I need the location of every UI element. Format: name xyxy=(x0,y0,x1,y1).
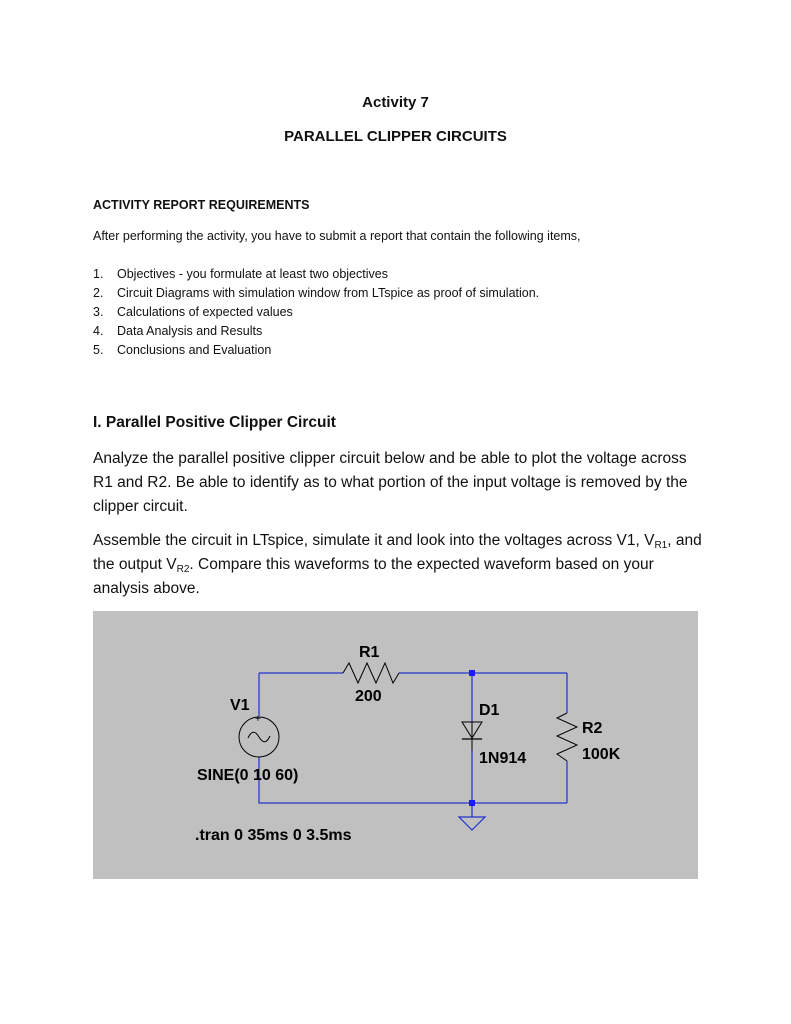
spice-directive: .tran 0 35ms 0 3.5ms xyxy=(195,827,352,844)
subscript-r2: R2 xyxy=(176,564,190,575)
section-paragraph-1: Analyze the parallel positive clipper circuit below and be able to plot the voltage across R1 and R2. Be able to identify as to what portion of the input voltage is removed by the clipper circuit. xyxy=(93,450,688,515)
activity-title: PARALLEL CLIPPER CIRCUITS xyxy=(284,128,507,145)
d1-value-label: 1N914 xyxy=(479,750,527,767)
list-number: 3. xyxy=(93,305,104,319)
list-item xyxy=(93,266,539,285)
section-heading: I. Parallel Positive Clipper Circuit xyxy=(93,414,336,431)
list-text: Conclusions and Evaluation xyxy=(117,343,272,357)
r2-value-label: 100K xyxy=(582,746,621,763)
junction-dot-top xyxy=(469,670,475,676)
section-paragraph-2 xyxy=(93,529,703,601)
circuit-schematic xyxy=(93,611,698,879)
schematic-canvas xyxy=(93,611,698,879)
activity-number: Activity 7 xyxy=(362,94,429,111)
svg-text:+: + xyxy=(255,714,261,725)
subscript-r1: R1 xyxy=(654,540,668,551)
para2-text-3: . Compare this waveforms to the expected waveform based on your analysis above. xyxy=(93,556,654,597)
r2-name-label: R2 xyxy=(582,720,603,737)
d1-diode xyxy=(462,721,482,751)
requirements-intro: After performing the activity, you have to submit a report that contain the following items, xyxy=(93,229,581,243)
list-item xyxy=(93,304,539,323)
list-number: 4. xyxy=(93,324,104,338)
v1-value-label: SINE(0 10 60) xyxy=(197,767,299,784)
junction-dot-bottom xyxy=(469,800,475,806)
list-number: 5. xyxy=(93,343,104,357)
list-item xyxy=(93,342,539,361)
v1-name-label: V1 xyxy=(230,697,250,714)
r1-value-label: 200 xyxy=(355,688,382,705)
requirements-list xyxy=(93,266,539,361)
list-text: Calculations of expected values xyxy=(117,305,293,319)
para2-text-1: Assemble the circuit in LTspice, simulate it and look into the voltages across V1, V xyxy=(93,532,655,549)
list-text: Circuit Diagrams with simulation window from LTspice as proof of simulation. xyxy=(117,286,540,300)
r2-resistor xyxy=(557,713,577,761)
r1-resistor xyxy=(343,663,399,683)
list-item xyxy=(93,323,539,342)
para2-text-2: , and the output V xyxy=(93,532,702,573)
d1-name-label: D1 xyxy=(479,702,500,719)
list-text: Objectives - you formulate at least two objectives xyxy=(117,267,388,281)
wires xyxy=(259,673,567,817)
ground-icon xyxy=(459,817,485,830)
list-number: 2. xyxy=(93,286,104,300)
v1-sine-source xyxy=(239,714,279,757)
list-text: Data Analysis and Results xyxy=(117,324,263,338)
list-number: 1. xyxy=(93,267,104,281)
requirements-heading: ACTIVITY REPORT REQUIREMENTS xyxy=(93,198,310,212)
r1-name-label: R1 xyxy=(359,644,380,661)
list-item xyxy=(93,285,539,304)
